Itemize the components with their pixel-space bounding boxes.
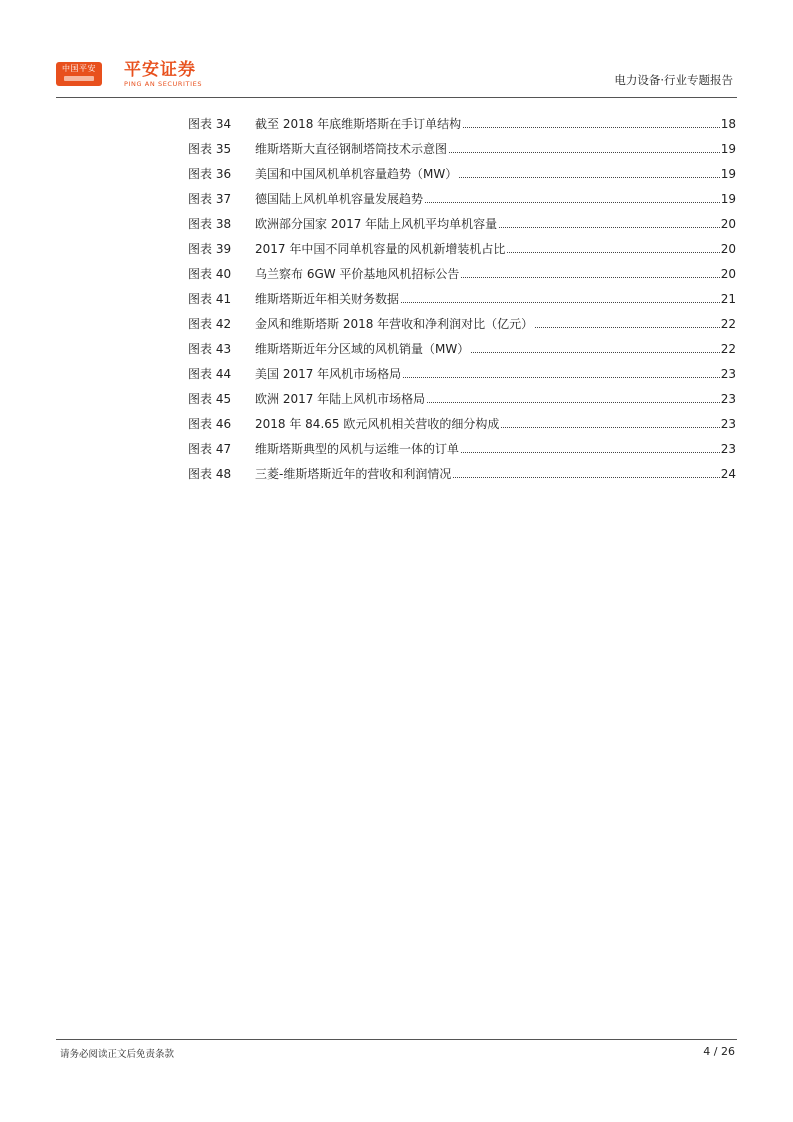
toc-entry-title: 三菱-维斯塔斯近年的营收和利润情况: [255, 467, 452, 481]
toc-entry-page: 22: [720, 317, 736, 331]
toc-entry-title: 金风和维斯塔斯 2018 年营收和净利润对比（亿元）: [255, 317, 534, 331]
toc-entry-number: 图表 40: [188, 267, 232, 281]
toc-entry-title: 2018 年 84.65 欧元风机相关营收的细分构成: [255, 417, 500, 431]
toc-entry-title: 乌兰察布 6GW 平价基地风机招标公告: [255, 267, 460, 281]
toc-entry-title: 维斯塔斯典型的风机与运维一体的订单: [255, 442, 460, 456]
toc-entry-page: 23: [720, 367, 736, 381]
toc-entry-page: 24: [720, 467, 736, 481]
toc-leader-dots: [403, 377, 720, 378]
toc-entry-page: 23: [720, 417, 736, 431]
toc-leader-dots: [425, 202, 720, 203]
toc-entry-page: 20: [720, 242, 736, 256]
toc-entry[interactable]: [188, 115, 736, 140]
toc-entry-number: 图表 47: [188, 442, 232, 456]
toc-leader-dots: [459, 177, 719, 178]
toc-entry-title: 维斯塔斯近年相关财务数据: [255, 292, 400, 306]
toc-leader-dots: [535, 327, 720, 328]
toc-entry-page: 19: [720, 192, 736, 206]
toc-entry-number: 图表 35: [188, 142, 232, 156]
toc-entry-page: 22: [720, 342, 736, 356]
toc-entry-number: 图表 44: [188, 367, 232, 381]
brand-name-en: PING AN SECURITIES: [124, 80, 203, 88]
toc-entry[interactable]: [188, 365, 736, 390]
toc-entry[interactable]: [188, 440, 736, 465]
logo-badge-text: 中国平安: [62, 64, 96, 73]
toc-entry-page: 19: [720, 142, 736, 156]
toc-entry[interactable]: [188, 340, 736, 365]
toc-entry[interactable]: [188, 315, 736, 340]
toc-leader-dots: [427, 402, 720, 403]
toc-entry-title: 美国 2017 年风机市场格局: [255, 367, 402, 381]
toc-entry[interactable]: [188, 140, 736, 165]
toc-entry-number: 图表 34: [188, 117, 232, 131]
toc-entry-title: 欧洲部分国家 2017 年陆上风机平均单机容量: [255, 217, 498, 231]
toc-entry-number: 图表 37: [188, 192, 232, 206]
company-logo: [56, 62, 102, 86]
toc-entry-title: 美国和中国风机单机容量趋势（MW）: [255, 167, 458, 181]
toc-entry-number: 图表 41: [188, 292, 232, 306]
brand-name: 平安证券: [124, 60, 196, 80]
toc-leader-dots: [449, 152, 720, 153]
toc-entry[interactable]: [188, 415, 736, 440]
toc-entry-page: 18: [720, 117, 736, 131]
toc-entry[interactable]: [188, 240, 736, 265]
toc-entry-number: 图表 43: [188, 342, 232, 356]
toc-entry[interactable]: [188, 290, 736, 315]
toc-entry-title: 德国陆上风机单机容量发展趋势: [255, 192, 424, 206]
toc-entry-title: 2017 年中国不同单机容量的风机新增装机占比: [255, 242, 506, 256]
toc-entry[interactable]: [188, 390, 736, 415]
toc-entry-page: 21: [720, 292, 736, 306]
toc-entry-number: 图表 36: [188, 167, 232, 181]
toc-leader-dots: [461, 277, 719, 278]
footer-divider: [56, 1039, 737, 1040]
toc-leader-dots: [501, 427, 719, 428]
toc-entry-number: 图表 48: [188, 467, 232, 481]
toc-entry-page: 20: [720, 267, 736, 281]
toc-entry-title: 欧洲 2017 年陆上风机市场格局: [255, 392, 426, 406]
toc-leader-dots: [401, 302, 720, 303]
toc-entry[interactable]: [188, 265, 736, 290]
toc-entry-number: 图表 42: [188, 317, 232, 331]
toc-entry-number: 图表 45: [188, 392, 232, 406]
page-header: [56, 60, 737, 96]
toc-entry-page: 19: [720, 167, 736, 181]
brand-wordmark: [124, 60, 202, 89]
logo-badge-underline: [64, 76, 94, 81]
toc-entry[interactable]: [188, 215, 736, 240]
toc-entry[interactable]: [188, 465, 736, 490]
toc-entry-page: 20: [720, 217, 736, 231]
report-title: 电力设备·行业专题报告: [614, 73, 733, 87]
toc-leader-dots: [463, 127, 720, 128]
header-divider: [56, 97, 737, 98]
toc-leader-dots: [507, 252, 719, 253]
toc-entry-number: 图表 46: [188, 417, 232, 431]
toc-entry[interactable]: [188, 165, 736, 190]
toc-entry-number: 图表 39: [188, 242, 232, 256]
toc-leader-dots: [499, 227, 720, 228]
toc-entry-number: 图表 38: [188, 217, 232, 231]
toc-entry-title: 维斯塔斯大直径钢制塔筒技术示意图: [255, 142, 448, 156]
page-number: 4 / 26: [703, 1045, 735, 1058]
footer-disclaimer: 请务必阅读正文后免责条款: [60, 1049, 175, 1060]
toc-entry[interactable]: [188, 190, 736, 215]
toc-leader-dots: [453, 477, 719, 478]
toc-leader-dots: [471, 352, 719, 353]
toc-entry-page: 23: [720, 442, 736, 456]
toc-entry-page: 23: [720, 392, 736, 406]
toc-entry-title: 截至 2018 年底维斯塔斯在手订单结构: [255, 117, 462, 131]
toc-entry-title: 维斯塔斯近年分区域的风机销量（MW）: [255, 342, 470, 356]
figure-index-list: [188, 115, 736, 490]
toc-leader-dots: [461, 452, 720, 453]
